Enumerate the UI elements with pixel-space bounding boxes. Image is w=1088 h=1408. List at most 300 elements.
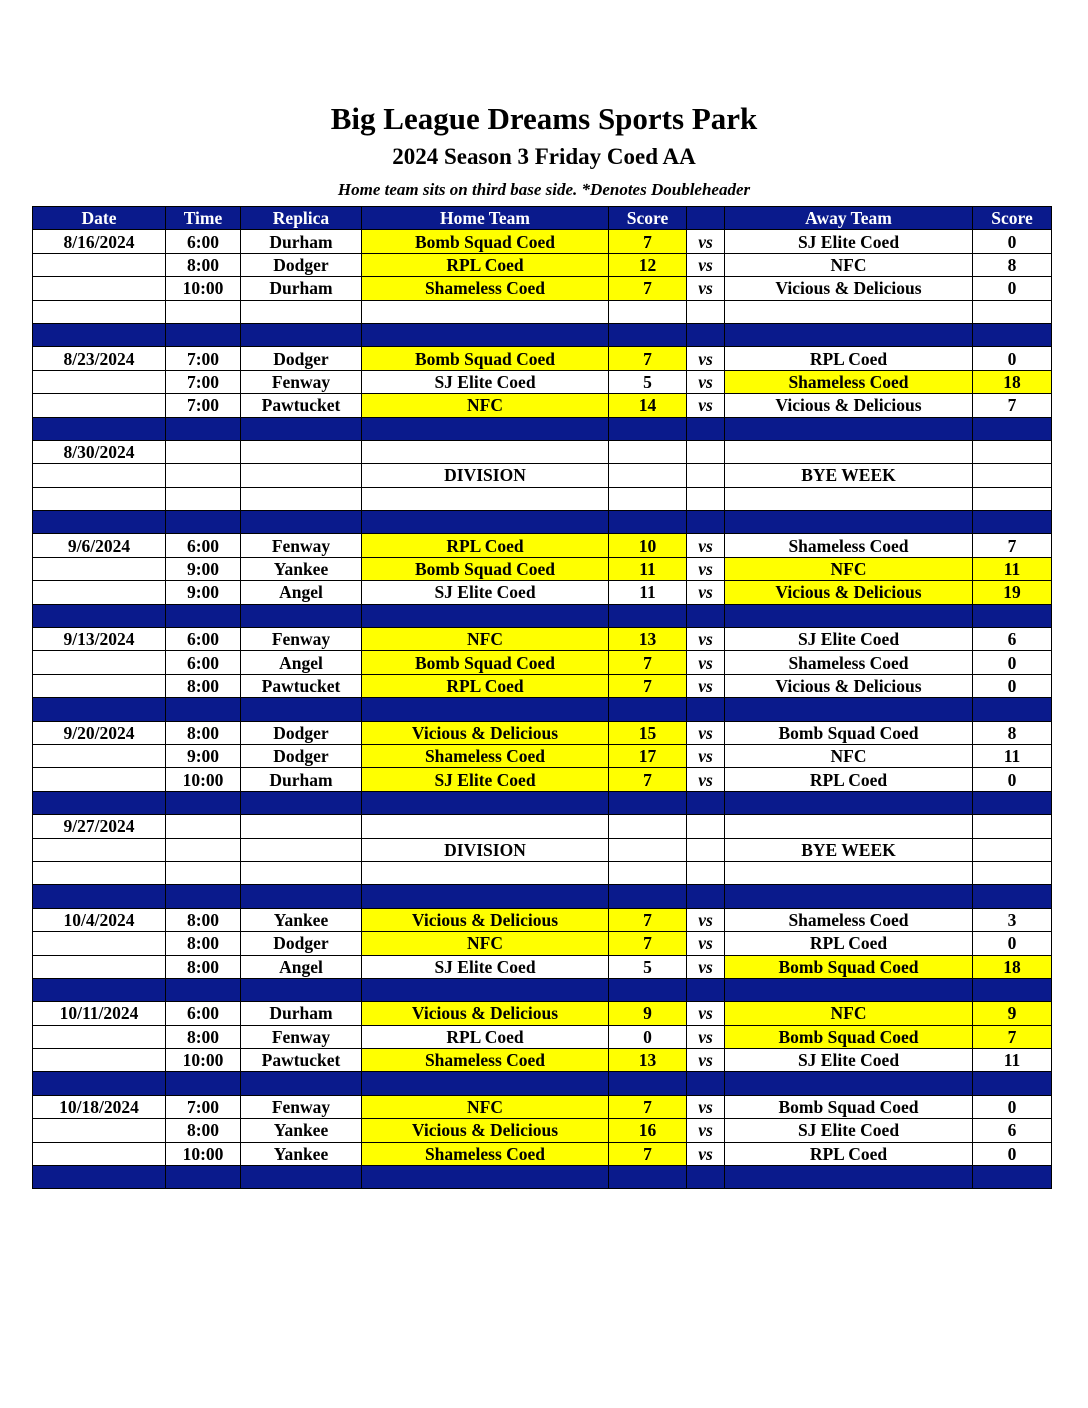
home-team-cell <box>362 1072 609 1095</box>
replica-cell: Angel <box>241 955 362 978</box>
vs-cell: vs <box>687 557 725 580</box>
replica-cell: Angel <box>241 651 362 674</box>
replica-cell: Dodger <box>241 347 362 370</box>
replica-cell: Durham <box>241 768 362 791</box>
away-team-cell: Shameless Coed <box>725 370 973 393</box>
vs-cell: vs <box>687 1095 725 1118</box>
time-cell <box>166 1166 241 1189</box>
replica-cell <box>241 885 362 908</box>
replica-cell: Dodger <box>241 932 362 955</box>
away-score-cell: 0 <box>973 932 1052 955</box>
week-separator-row <box>33 978 1052 1001</box>
replica-cell: Yankee <box>241 557 362 580</box>
away-score-cell <box>973 698 1052 721</box>
replica-cell <box>241 698 362 721</box>
home-score-cell <box>609 511 687 534</box>
game-row <box>33 1025 1052 1048</box>
date-cell <box>33 955 166 978</box>
week-separator-row <box>33 511 1052 534</box>
date-cell <box>33 1025 166 1048</box>
home-score-cell: 7 <box>609 651 687 674</box>
away-score-cell: 0 <box>973 1142 1052 1165</box>
game-row <box>33 464 1052 487</box>
game-row <box>33 651 1052 674</box>
date-cell: 9/27/2024 <box>33 815 166 838</box>
replica-cell <box>241 1166 362 1189</box>
replica-cell: Fenway <box>241 370 362 393</box>
away-score-cell: 11 <box>973 557 1052 580</box>
home-team-cell: Bomb Squad Coed <box>362 557 609 580</box>
home-team-cell: Vicious & Delicious <box>362 721 609 744</box>
time-cell <box>166 885 241 908</box>
date-cell <box>33 744 166 767</box>
week-separator-row <box>33 323 1052 346</box>
vs-cell: vs <box>687 1119 725 1142</box>
home-score-cell: 5 <box>609 955 687 978</box>
away-score-cell <box>973 464 1052 487</box>
date-cell: 10/11/2024 <box>33 1002 166 1025</box>
home-score-cell: 7 <box>609 1095 687 1118</box>
column-header-away-team: Away Team <box>725 207 973 230</box>
date-cell <box>33 791 166 814</box>
vs-cell: vs <box>687 370 725 393</box>
column-header-away-score: Score <box>973 207 1052 230</box>
time-cell: 9:00 <box>166 557 241 580</box>
date-cell <box>33 300 166 323</box>
vs-cell: vs <box>687 253 725 276</box>
away-team-cell: Vicious & Delicious <box>725 581 973 604</box>
home-team-cell: RPL Coed <box>362 534 609 557</box>
vs-cell <box>687 323 725 346</box>
home-team-cell: SJ Elite Coed <box>362 955 609 978</box>
home-score-cell: 14 <box>609 394 687 417</box>
date-cell <box>33 978 166 1001</box>
blank-row <box>33 861 1052 884</box>
column-header-date: Date <box>33 207 166 230</box>
time-cell <box>166 487 241 510</box>
away-score-cell: 3 <box>973 908 1052 931</box>
time-cell <box>166 1072 241 1095</box>
home-team-cell: Vicious & Delicious <box>362 908 609 931</box>
date-cell <box>33 253 166 276</box>
date-cell <box>33 323 166 346</box>
home-team-cell <box>362 417 609 440</box>
away-score-cell: 0 <box>973 674 1052 697</box>
time-cell: 6:00 <box>166 651 241 674</box>
away-score-cell: 18 <box>973 955 1052 978</box>
vs-cell: vs <box>687 581 725 604</box>
replica-cell: Fenway <box>241 534 362 557</box>
home-score-cell: 16 <box>609 1119 687 1142</box>
away-team-cell: BYE WEEK <box>725 838 973 861</box>
game-row <box>33 838 1052 861</box>
blank-row <box>33 300 1052 323</box>
time-cell <box>166 861 241 884</box>
vs-cell <box>687 604 725 627</box>
home-score-cell: 5 <box>609 370 687 393</box>
replica-cell <box>241 815 362 838</box>
vs-cell <box>687 815 725 838</box>
home-team-cell: Shameless Coed <box>362 277 609 300</box>
vs-cell <box>687 838 725 861</box>
vs-cell: vs <box>687 230 725 253</box>
game-row <box>33 581 1052 604</box>
home-score-cell <box>609 604 687 627</box>
vs-cell <box>687 511 725 534</box>
replica-cell: Yankee <box>241 1142 362 1165</box>
date-cell <box>33 674 166 697</box>
date-cell <box>33 1119 166 1142</box>
home-team-cell: Shameless Coed <box>362 1142 609 1165</box>
schedule-table <box>32 206 1052 1189</box>
vs-cell <box>687 791 725 814</box>
schedule-body <box>33 207 1052 1189</box>
time-cell <box>166 815 241 838</box>
home-team-cell: SJ Elite Coed <box>362 581 609 604</box>
home-team-cell: Vicious & Delicious <box>362 1119 609 1142</box>
date-cell <box>33 698 166 721</box>
home-team-cell <box>362 487 609 510</box>
game-row <box>33 394 1052 417</box>
home-score-cell: 10 <box>609 534 687 557</box>
date-cell <box>33 487 166 510</box>
home-score-cell <box>609 978 687 1001</box>
time-cell: 8:00 <box>166 674 241 697</box>
replica-cell: Dodger <box>241 721 362 744</box>
time-cell <box>166 791 241 814</box>
time-cell: 7:00 <box>166 370 241 393</box>
time-cell: 9:00 <box>166 744 241 767</box>
away-score-cell <box>973 838 1052 861</box>
home-score-cell: 7 <box>609 768 687 791</box>
home-score-cell: 15 <box>609 721 687 744</box>
time-cell <box>166 464 241 487</box>
week-separator-row <box>33 791 1052 814</box>
time-cell: 6:00 <box>166 534 241 557</box>
time-cell <box>166 323 241 346</box>
home-team-cell <box>362 698 609 721</box>
away-score-cell: 7 <box>973 394 1052 417</box>
away-score-cell <box>973 885 1052 908</box>
home-team-cell: SJ Elite Coed <box>362 370 609 393</box>
replica-cell: Pawtucket <box>241 1049 362 1072</box>
home-team-cell: SJ Elite Coed <box>362 768 609 791</box>
time-cell: 8:00 <box>166 908 241 931</box>
home-team-cell: NFC <box>362 932 609 955</box>
game-row <box>33 674 1052 697</box>
away-score-cell: 6 <box>973 628 1052 651</box>
time-cell: 6:00 <box>166 230 241 253</box>
week-separator-row <box>33 1072 1052 1095</box>
game-row <box>33 628 1052 651</box>
game-row <box>33 744 1052 767</box>
replica-cell <box>241 487 362 510</box>
home-team-cell: Vicious & Delicious <box>362 1002 609 1025</box>
time-cell: 7:00 <box>166 347 241 370</box>
date-cell <box>33 838 166 861</box>
vs-cell: vs <box>687 347 725 370</box>
date-cell <box>33 370 166 393</box>
time-cell: 8:00 <box>166 721 241 744</box>
home-score-cell: 0 <box>609 1025 687 1048</box>
vs-cell <box>687 464 725 487</box>
time-cell: 8:00 <box>166 1119 241 1142</box>
week-separator-row <box>33 417 1052 440</box>
time-cell: 8:00 <box>166 932 241 955</box>
replica-cell <box>241 1072 362 1095</box>
game-row <box>33 230 1052 253</box>
away-team-cell <box>725 487 973 510</box>
vs-cell <box>687 1072 725 1095</box>
away-team-cell: SJ Elite Coed <box>725 628 973 651</box>
away-score-cell <box>973 511 1052 534</box>
away-score-cell: 0 <box>973 768 1052 791</box>
away-score-cell <box>973 861 1052 884</box>
away-team-cell: Bomb Squad Coed <box>725 1095 973 1118</box>
home-team-cell: RPL Coed <box>362 253 609 276</box>
away-score-cell: 8 <box>973 253 1052 276</box>
replica-cell: Durham <box>241 230 362 253</box>
replica-cell <box>241 323 362 346</box>
away-team-cell: NFC <box>725 557 973 580</box>
vs-cell <box>687 885 725 908</box>
home-score-cell <box>609 300 687 323</box>
away-team-cell: Vicious & Delicious <box>725 394 973 417</box>
column-header-home-score: Score <box>609 207 687 230</box>
home-score-cell <box>609 464 687 487</box>
away-score-cell: 0 <box>973 651 1052 674</box>
away-team-cell: SJ Elite Coed <box>725 230 973 253</box>
time-cell: 10:00 <box>166 1049 241 1072</box>
away-team-cell <box>725 440 973 463</box>
date-cell <box>33 277 166 300</box>
time-cell <box>166 698 241 721</box>
game-row <box>33 932 1052 955</box>
vs-cell: vs <box>687 1002 725 1025</box>
home-score-cell: 12 <box>609 253 687 276</box>
date-cell <box>33 1049 166 1072</box>
date-cell: 8/30/2024 <box>33 440 166 463</box>
replica-cell <box>241 978 362 1001</box>
game-row <box>33 277 1052 300</box>
vs-cell: vs <box>687 1025 725 1048</box>
away-team-cell <box>725 300 973 323</box>
home-score-cell: 17 <box>609 744 687 767</box>
date-cell: 9/6/2024 <box>33 534 166 557</box>
away-team-cell: RPL Coed <box>725 1142 973 1165</box>
vs-cell: vs <box>687 277 725 300</box>
header-row <box>33 207 1052 230</box>
away-score-cell <box>973 417 1052 440</box>
replica-cell: Fenway <box>241 1025 362 1048</box>
time-cell <box>166 978 241 1001</box>
column-header-replica: Replica <box>241 207 362 230</box>
time-cell: 10:00 <box>166 1142 241 1165</box>
away-team-cell <box>725 861 973 884</box>
away-team-cell <box>725 604 973 627</box>
home-score-cell: 7 <box>609 347 687 370</box>
time-cell <box>166 604 241 627</box>
column-header-vs <box>687 207 725 230</box>
date-cell <box>33 768 166 791</box>
away-team-cell: NFC <box>725 253 973 276</box>
vs-cell: vs <box>687 768 725 791</box>
time-cell: 7:00 <box>166 394 241 417</box>
away-team-cell: Vicious & Delicious <box>725 277 973 300</box>
page-title: Big League Dreams Sports Park <box>330 101 758 136</box>
away-score-cell: 18 <box>973 370 1052 393</box>
home-team-cell: DIVISION <box>362 464 609 487</box>
away-score-cell <box>973 791 1052 814</box>
vs-cell: vs <box>687 932 725 955</box>
time-cell: 7:00 <box>166 1095 241 1118</box>
date-cell: 10/18/2024 <box>33 1095 166 1118</box>
home-team-cell <box>362 440 609 463</box>
date-cell <box>33 861 166 884</box>
season-subtitle: 2024 Season 3 Friday Coed AA <box>392 144 696 169</box>
home-score-cell: 7 <box>609 674 687 697</box>
home-team-cell: NFC <box>362 628 609 651</box>
home-team-cell: RPL Coed <box>362 674 609 697</box>
game-row <box>33 370 1052 393</box>
replica-cell: Yankee <box>241 1119 362 1142</box>
game-row <box>33 1119 1052 1142</box>
vs-cell: vs <box>687 534 725 557</box>
vs-cell: vs <box>687 955 725 978</box>
game-row <box>33 347 1052 370</box>
away-team-cell <box>725 978 973 1001</box>
away-team-cell: Bomb Squad Coed <box>725 955 973 978</box>
home-score-cell: 7 <box>609 932 687 955</box>
vs-cell <box>687 861 725 884</box>
vs-cell: vs <box>687 1142 725 1165</box>
time-cell: 10:00 <box>166 768 241 791</box>
away-score-cell: 7 <box>973 1025 1052 1048</box>
time-cell <box>166 838 241 861</box>
replica-cell <box>241 464 362 487</box>
away-score-cell: 7 <box>973 534 1052 557</box>
replica-cell <box>241 604 362 627</box>
date-cell <box>33 511 166 534</box>
game-row <box>33 1049 1052 1072</box>
away-score-cell <box>973 604 1052 627</box>
away-team-cell: Vicious & Delicious <box>725 674 973 697</box>
game-row <box>33 768 1052 791</box>
vs-cell: vs <box>687 651 725 674</box>
home-score-cell <box>609 323 687 346</box>
game-row <box>33 955 1052 978</box>
replica-cell <box>241 440 362 463</box>
away-team-cell: RPL Coed <box>725 347 973 370</box>
away-team-cell: Shameless Coed <box>725 534 973 557</box>
time-cell <box>166 300 241 323</box>
away-team-cell: NFC <box>725 744 973 767</box>
date-cell <box>33 417 166 440</box>
home-score-cell: 7 <box>609 277 687 300</box>
home-team-cell <box>362 1166 609 1189</box>
home-score-cell <box>609 838 687 861</box>
home-team-cell: Bomb Squad Coed <box>362 651 609 674</box>
date-cell <box>33 464 166 487</box>
home-team-cell: NFC <box>362 1095 609 1118</box>
away-team-cell <box>725 791 973 814</box>
away-score-cell <box>973 300 1052 323</box>
time-cell: 8:00 <box>166 955 241 978</box>
home-team-cell: Shameless Coed <box>362 1049 609 1072</box>
time-cell <box>166 440 241 463</box>
vs-cell: vs <box>687 628 725 651</box>
home-team-cell <box>362 815 609 838</box>
home-team-cell <box>362 604 609 627</box>
date-cell: 10/4/2024 <box>33 908 166 931</box>
date-cell: 8/16/2024 <box>33 230 166 253</box>
replica-cell <box>241 511 362 534</box>
away-team-cell <box>725 1072 973 1095</box>
time-cell: 6:00 <box>166 1002 241 1025</box>
home-score-cell: 13 <box>609 628 687 651</box>
time-cell: 10:00 <box>166 277 241 300</box>
away-score-cell: 0 <box>973 1095 1052 1118</box>
week-separator-row <box>33 604 1052 627</box>
home-team-cell <box>362 300 609 323</box>
date-cell <box>33 557 166 580</box>
date-cell <box>33 1072 166 1095</box>
away-team-cell: RPL Coed <box>725 768 973 791</box>
replica-cell: Fenway <box>241 1095 362 1118</box>
schedule-note: Home team sits on third base side. *Denotes Doubleheader <box>337 180 751 199</box>
home-score-cell: 7 <box>609 908 687 931</box>
away-team-cell: Shameless Coed <box>725 908 973 931</box>
replica-cell <box>241 838 362 861</box>
vs-cell: vs <box>687 908 725 931</box>
home-score-cell <box>609 487 687 510</box>
home-team-cell: Bomb Squad Coed <box>362 230 609 253</box>
away-score-cell <box>973 323 1052 346</box>
home-score-cell <box>609 440 687 463</box>
replica-cell: Durham <box>241 1002 362 1025</box>
away-team-cell: NFC <box>725 1002 973 1025</box>
vs-cell <box>687 978 725 1001</box>
replica-cell: Pawtucket <box>241 674 362 697</box>
home-score-cell: 11 <box>609 581 687 604</box>
home-score-cell: 11 <box>609 557 687 580</box>
away-team-cell <box>725 511 973 534</box>
column-header-time: Time <box>166 207 241 230</box>
away-team-cell: SJ Elite Coed <box>725 1049 973 1072</box>
date-cell <box>33 651 166 674</box>
game-row <box>33 1002 1052 1025</box>
date-cell: 9/13/2024 <box>33 628 166 651</box>
week-separator-row <box>33 1166 1052 1189</box>
game-row <box>33 534 1052 557</box>
away-team-cell <box>725 417 973 440</box>
away-team-cell <box>725 1166 973 1189</box>
home-team-cell <box>362 885 609 908</box>
away-score-cell: 11 <box>973 744 1052 767</box>
vs-cell <box>687 417 725 440</box>
home-team-cell: Shameless Coed <box>362 744 609 767</box>
home-team-cell: RPL Coed <box>362 1025 609 1048</box>
game-row <box>33 440 1052 463</box>
replica-cell <box>241 861 362 884</box>
vs-cell <box>687 487 725 510</box>
column-header-home-team: Home Team <box>362 207 609 230</box>
away-team-cell: RPL Coed <box>725 932 973 955</box>
away-score-cell <box>973 1166 1052 1189</box>
vs-cell: vs <box>687 394 725 417</box>
game-row <box>33 721 1052 744</box>
away-team-cell: Bomb Squad Coed <box>725 1025 973 1048</box>
